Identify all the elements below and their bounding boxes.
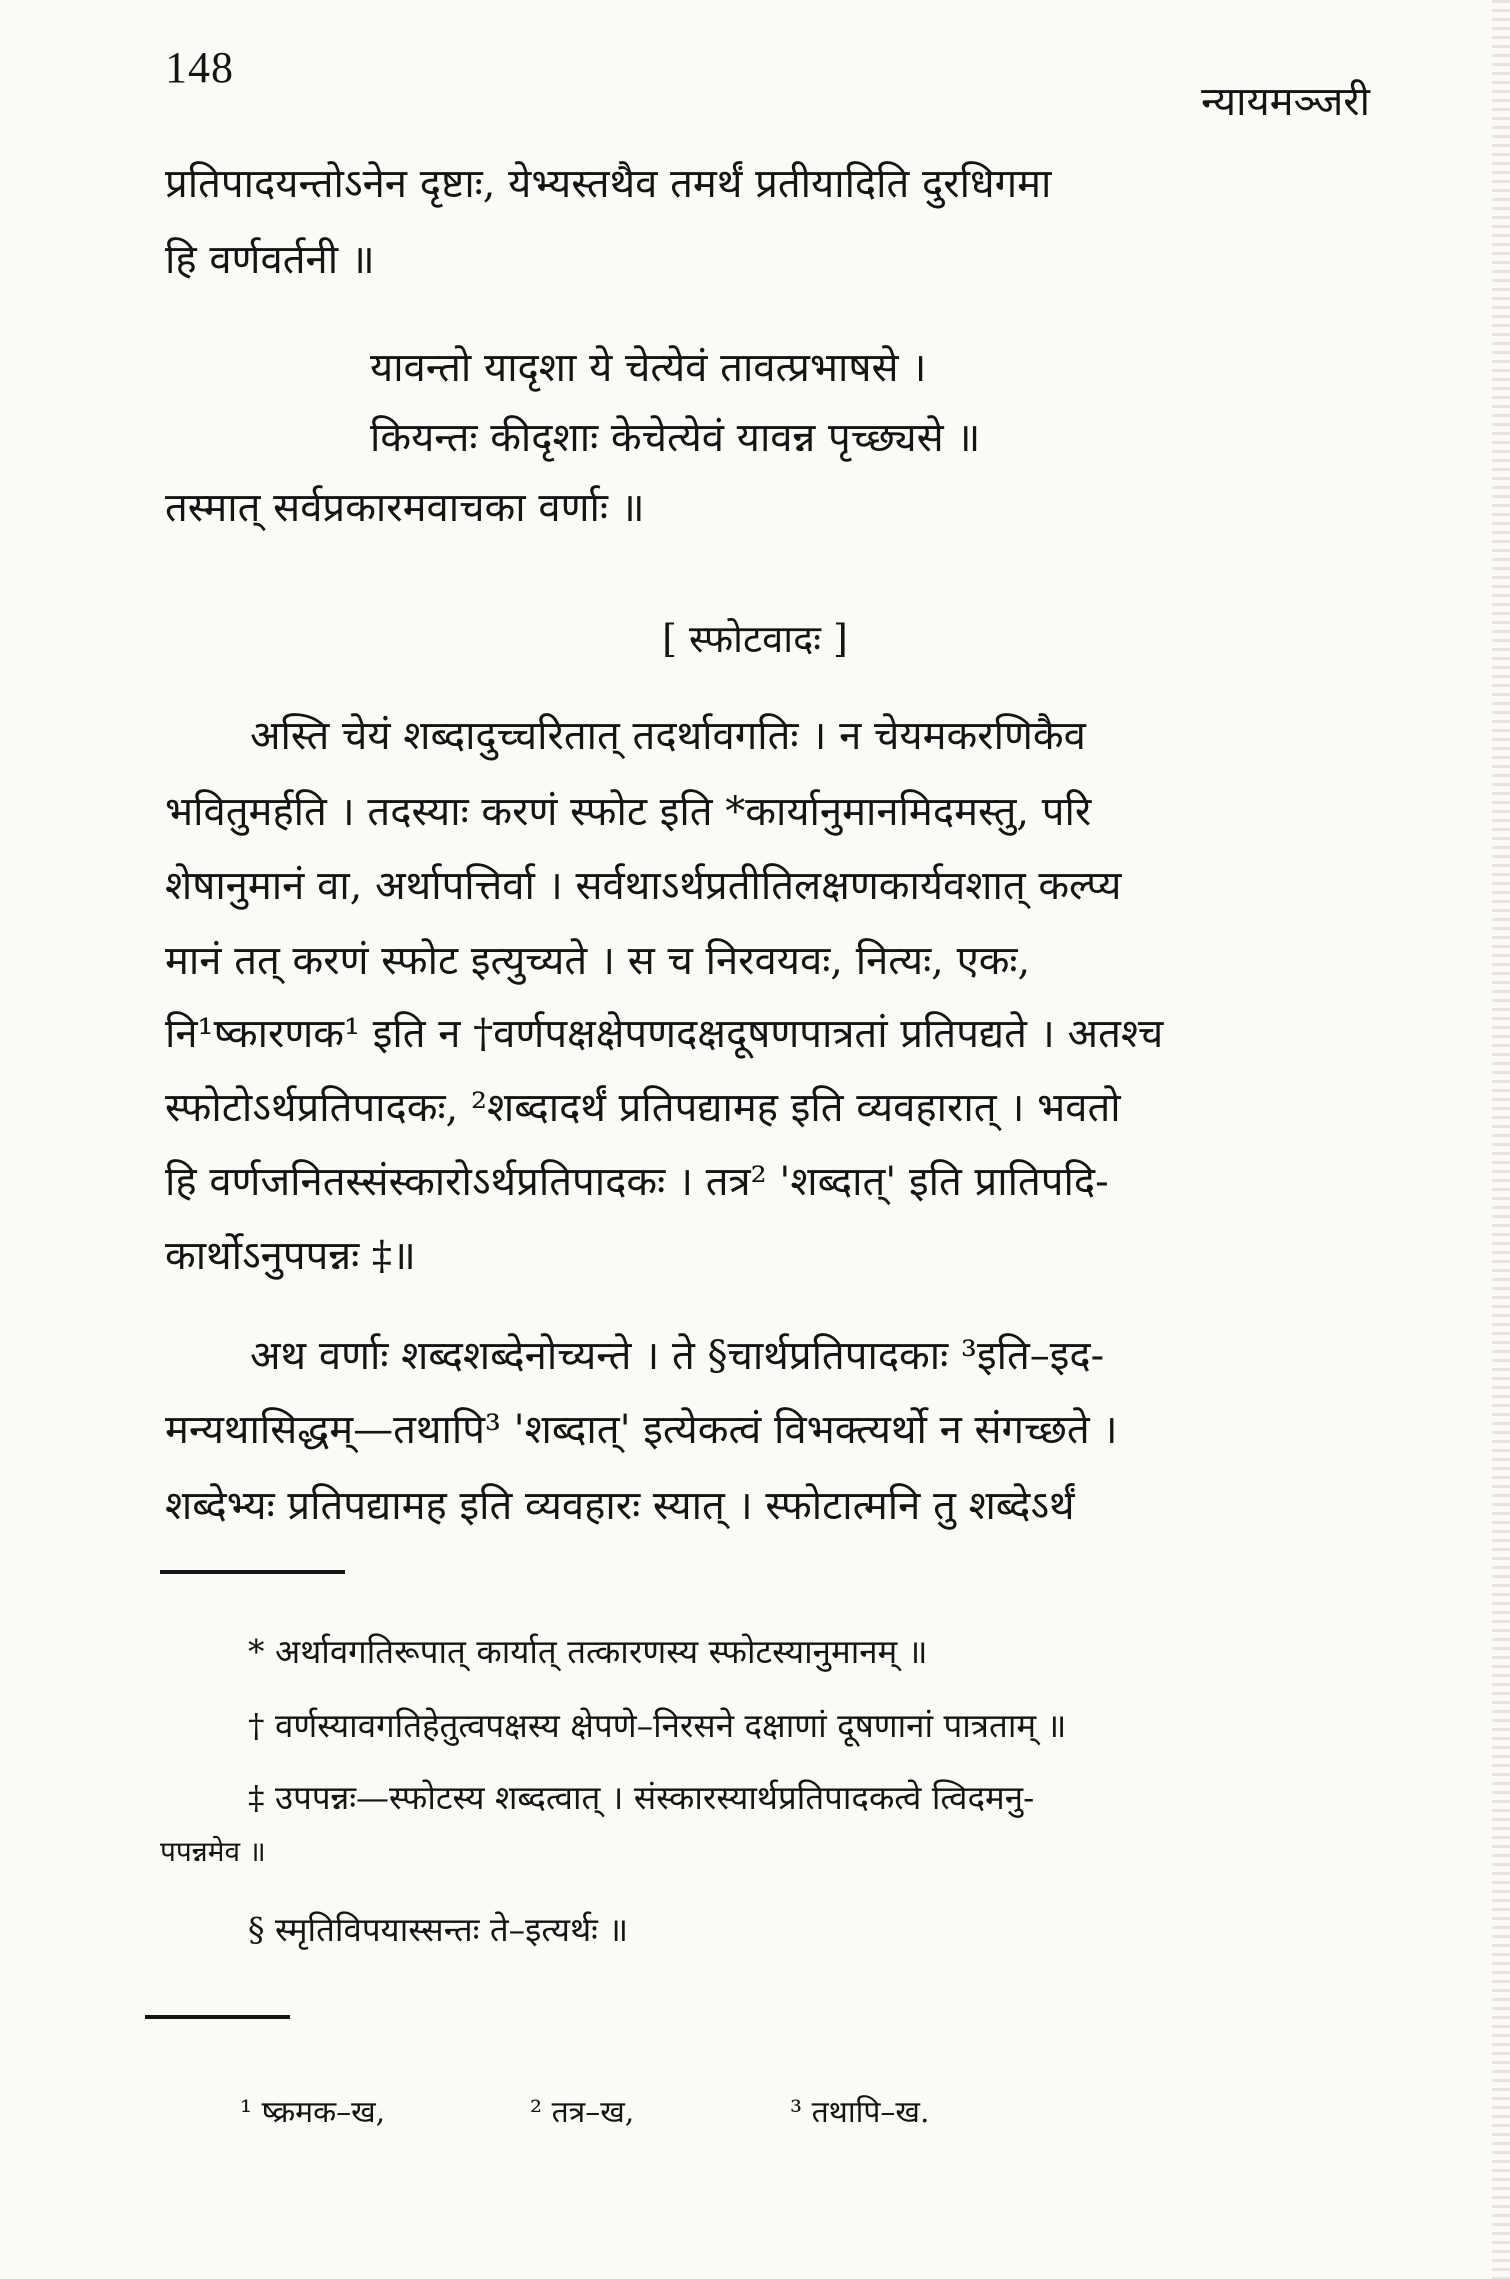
footnote: † वर्णस्यावगतिहेतुत्वपक्षस्य क्षेपणे–निरसने दक्षाणां दूषणानां पात्रताम् ॥: [248, 1706, 1067, 1745]
page-number: 148: [165, 43, 234, 92]
scan-edge: [1492, 0, 1510, 2279]
footnote: * अर्थावगतिरूपात् कार्यात् तत्कारणस्य स्फोटस्यानुमानम् ॥: [248, 1632, 928, 1671]
paragraph-line: स्फोटोऽर्थप्रतिपादकः, ²शब्दादर्थं प्रतिपद्यामह इति व्यवहारात् । भवतो: [165, 1085, 1121, 1131]
text-line: हि वर्णवर्तनी ॥: [165, 237, 375, 283]
conclusion-line: तस्मात् सर्वप्रकारमवाचका वर्णाः ॥: [165, 485, 645, 531]
paragraph-line: मानं तत् करणं स्फोट इत्युच्यते । स च निरवयवः, नित्यः, एकः,: [165, 938, 1031, 984]
paragraph-line: मन्यथासिद्धम्—तथापि³ 'शब्दात्' इत्येकत्वं विभक्त्यर्थो न संगच्छते ।: [165, 1407, 1118, 1453]
section-heading: [ स्फोटवादः ]: [662, 617, 848, 661]
footnote: पपन्नमेव ॥: [160, 1835, 266, 1868]
text-line: प्रतिपादयन्तोऽनेन दृष्टाः, येभ्यस्तथैव तमर्थं प्रतीयादिति दुरधिगमा: [165, 161, 1052, 207]
paragraph-line: हि वर्णजनितस्संस्कारोऽर्थप्रतिपादकः । तत्र² 'शब्दात्' इति प्रातिपदि-: [165, 1159, 1109, 1205]
variant-reading: ¹ ष्क्रमक–ख,: [240, 2095, 386, 2130]
running-head: न्यायमञ्जरी: [1201, 79, 1370, 125]
verse-line: कियन्तः कीदृशाः केचेत्येवं यावन्न पृच्छ्यसे ॥: [370, 415, 981, 461]
footnote: § स्मृतिविपयास्सन्तः ते–इत्यर्थः ॥: [248, 1910, 629, 1949]
paragraph-line: शेषानुमानं वा, अर्थापत्तिर्वा । सर्वथाऽर्थप्रतीतिलक्षणकार्यवशात् कल्प्य: [165, 863, 1122, 909]
paragraph-line: शब्देभ्यः प्रतिपद्यामह इति व्यवहारः स्यात् । स्फोटात्मनि तु शब्देऽर्थं: [165, 1483, 1075, 1529]
variant-reading: ² तत्र–ख,: [530, 2095, 635, 2130]
footnote-rule: [160, 1570, 345, 1574]
paragraph-line: अथ वर्णाः शब्दशब्देनोच्यन्ते । ते §चार्थप्रतिपादकाः ³इति–इद-: [250, 1333, 1105, 1379]
paragraph-line: अस्ति चेयं शब्दादुच्चरितात् तदर्थावगतिः । न चेयमकरणिकैव: [250, 713, 1086, 759]
footnote: ‡ उपपन्नः—स्फोटस्य शब्दत्वात् । संस्कारस्यार्थप्रतिपादकत्वे त्विदमनु-: [248, 1778, 1035, 1817]
verse-line: यावन्तो यादृशा ये चेत्येवं तावत्प्रभाषसे ।: [370, 345, 927, 391]
paragraph-line: नि¹ष्कारणक¹ इति न †वर्णपक्षक्षेपणदक्षदूषणपात्रतां प्रतिपद्यते । अतश्च: [165, 1011, 1164, 1057]
paragraph-line: कार्थोऽनुपपन्नः ‡॥: [165, 1233, 416, 1279]
paragraph-line: भवितुमर्हति । तदस्याः करणं स्फोट इति *कार्यानुमानमिदमस्तु, परि: [165, 789, 1092, 835]
variants-rule: [145, 2015, 290, 2019]
variant-reading: ³ तथापि–ख.: [790, 2095, 930, 2130]
